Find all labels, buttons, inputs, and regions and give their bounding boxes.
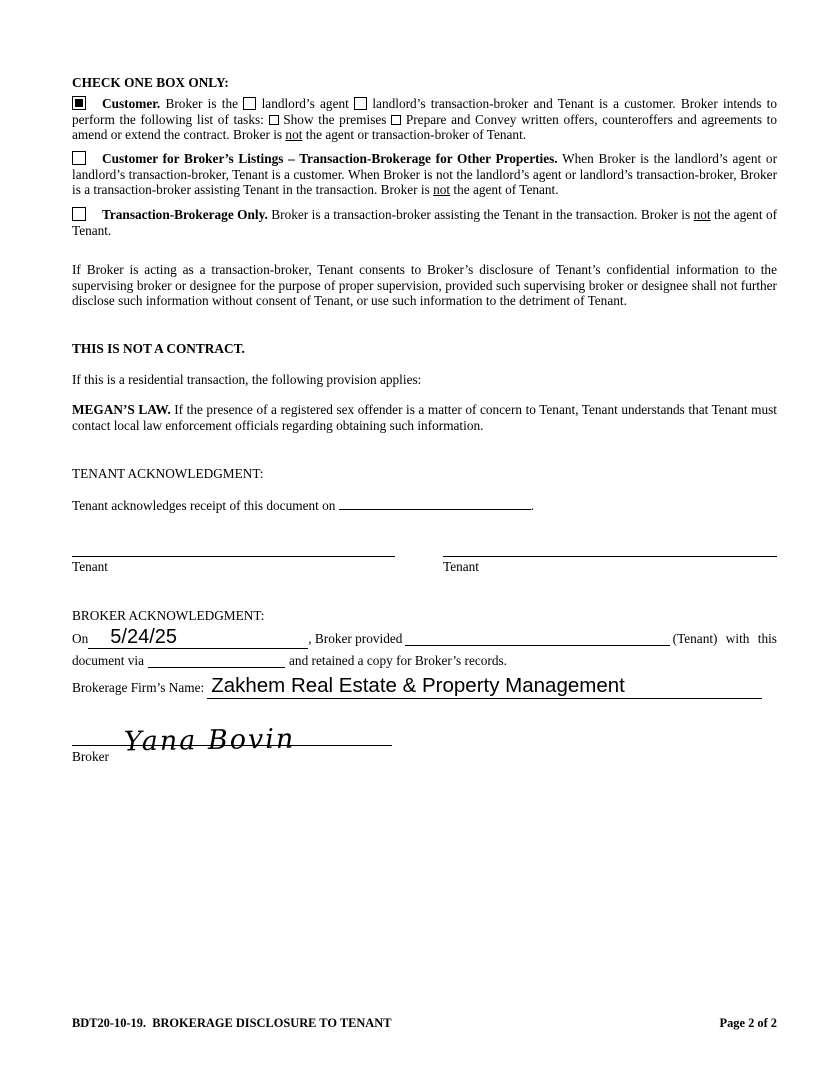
tenant-signature-row (72, 556, 777, 575)
megans-law-text: If the presence of a registered sex offender is a matter of concern to Tenant, Tenant understands that Tenant must contact local law enforcement officials regarding obtaining such information. (72, 402, 777, 433)
option-tbo-text-2: the agent of Tenant. (72, 207, 778, 238)
broker-acknowledgment-heading: BROKER ACKNOWLEDGMENT: (72, 608, 265, 623)
option-listings-not: not (433, 182, 451, 198)
residential-provision-line: If this is a residential transaction, the following provision applies: (72, 372, 422, 387)
megans-law-paragraph (72, 402, 777, 433)
broker-acknowledgment-lines (72, 627, 777, 669)
broker-signature-label: Broker (72, 749, 109, 764)
option-customer-text-3: landlord’s transaction-broker and Tenant is a customer. Broker intends to perform the following list of tasks: (72, 96, 778, 127)
firm-name-label: Brokerage Firm’s Name: (72, 680, 205, 695)
tenant-acknowledgment-heading: TENANT ACKNOWLEDGMENT: (72, 466, 264, 481)
delivery-method-field[interactable] (148, 653, 285, 668)
broker-signature-text: Yana Bovin (123, 723, 296, 758)
broker-via-line (72, 650, 777, 669)
checkbox-landlords-agent[interactable] (243, 97, 256, 110)
tenant-signature-label-left: Tenant (72, 559, 108, 574)
checkbox-show-premises[interactable] (269, 115, 279, 125)
broker-provided-label: , Broker provided (308, 631, 403, 646)
retained-label: and retained a copy for Broker’s records. (289, 653, 507, 668)
tenant-receipt-text: Tenant acknowledges receipt of this document on (72, 498, 336, 513)
option-tbo-label: Transaction-Brokerage Only. (102, 207, 268, 222)
broker-date-field[interactable]: 5/24/25 (88, 627, 308, 649)
option-tbo-not: not (693, 207, 711, 222)
option-customer-text-6: the agent or transaction-broker of Tenant. (305, 127, 527, 143)
broker-signature-block (72, 707, 392, 765)
option-customer-label: Customer. (102, 96, 161, 111)
tenant-signature-field-left[interactable] (72, 556, 395, 575)
option-listings-text-1: When Broker is the landlord’s agent or landlord’s transaction-broker, Tenant is a customer. When Broker is not the landlord’s agent or landlord’s transaction-broker, Broker is a transaction-broker assisting Tenant in the transaction. Broker is (72, 151, 777, 198)
footer-form-id: BDT20-10-19. BROKERAGE DISCLOSURE TO TENANT (72, 1016, 392, 1030)
option-customer-text-2: landlord’s agent (261, 96, 349, 111)
option-customer-not: not (285, 127, 303, 143)
not-a-contract-heading: THIS IS NOT A CONTRACT. (72, 341, 245, 356)
tenant-name-field[interactable] (405, 631, 669, 646)
checkbox-customer-brokers-listings[interactable] (72, 151, 86, 165)
option-tbo-text-1: Broker is a transaction-broker assisting the Tenant in the transaction. Broker is (271, 207, 691, 222)
check-one-box-heading: CHECK ONE BOX ONLY: (72, 75, 229, 90)
megans-law-label: MEGAN’S LAW. (72, 402, 171, 417)
checkbox-customer-fill (75, 99, 83, 107)
option-customer (72, 96, 777, 143)
tenant-receipt-suffix: . (530, 498, 535, 513)
checkbox-transaction-brokerage-only[interactable] (72, 207, 86, 221)
option-customer-text-1: Broker is the (165, 96, 239, 111)
checkbox-prepare-convey[interactable] (391, 115, 401, 125)
footer-page-number: Page 2 of 2 (719, 1016, 777, 1030)
option-customer-brokers-listings (72, 151, 777, 198)
option-customer-text-4: Show the premises (283, 111, 387, 127)
broker-on-line (72, 627, 777, 649)
page-footer (72, 1016, 777, 1032)
consent-paragraph: If Broker is acting as a transaction-broker, Tenant consents to Broker’s disclosure of Tenant’s confidential information to the supervising broker or designee for the purpose of proper supervision, provided such supervising broker or designee shall not further disclose such information without consent of Tenant, or use such information to the detriment of Tenant. (72, 262, 777, 309)
option-transaction-brokerage-only (72, 207, 777, 238)
tenant-with-label: (Tenant) with this (672, 631, 777, 646)
brokerage-firm-row (72, 674, 777, 699)
option-listings-label: Customer for Broker’s Listings – Transaction-Brokerage for Other Properties. (102, 151, 558, 166)
option-customer-text-5: Prepare and Convey written offers, counteroffers and agreements to amend or extend the contract. Broker is (72, 111, 778, 143)
tenant-signature-label-right: Tenant (443, 559, 479, 574)
document-via-label: document via (72, 653, 145, 668)
tenant-receipt-line (72, 497, 777, 514)
checkbox-landlords-transaction-broker[interactable] (354, 97, 367, 110)
firm-name-field[interactable]: Zakhem Real Estate & Property Management (207, 674, 762, 699)
option-listings-text-2: the agent of Tenant. (453, 182, 559, 198)
checkbox-customer[interactable] (72, 96, 86, 110)
receipt-date-field[interactable] (339, 497, 531, 510)
on-label: On (72, 631, 89, 646)
tenant-signature-field-right[interactable] (443, 556, 777, 575)
